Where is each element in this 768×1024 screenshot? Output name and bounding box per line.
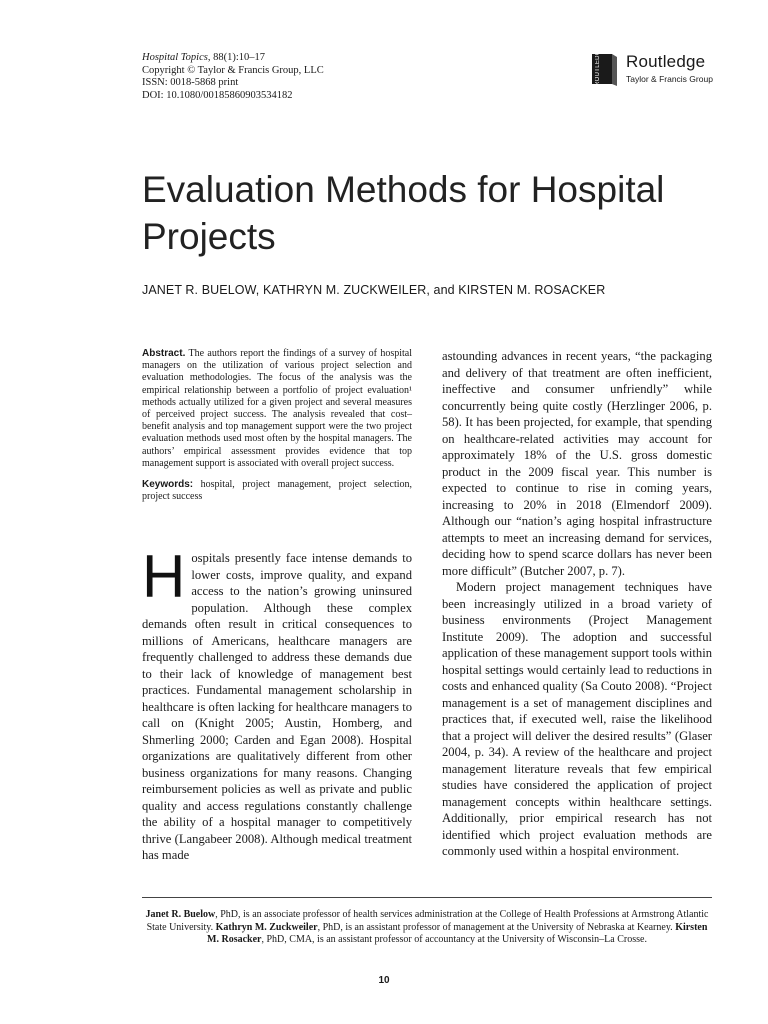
page-number: 10 <box>378 975 390 986</box>
body-column-left <box>142 543 412 864</box>
abstract-label: Abstract. <box>142 348 186 359</box>
publisher-name: Routledge <box>626 52 706 71</box>
issn-line: ISSN: 0018-5868 print <box>142 77 239 88</box>
body-paragraph-1-continued: astounding advances in recent years, “the packaging and delivery of that treatment are often inefficient, ineffective and consumer unfriendly” while concurrently being quite costly (Herzlinger 2006, p. 58). It has been projected, for example, that spending on healthcare-related activities may account for approximately 18% of the U.S. gross domestic product in the 2009 fiscal year. This number is expected to continue to rise in coming years, increasing to 20% in 2018 (Elmendorf 2009). Although our “nation’s aging hospital infrastructure attempts to meet an increasing demand for services, deciding how to spend scarce dollars has never been more difficult” (Butcher 2007, p. 7). <box>442 349 712 578</box>
body-column-right <box>442 348 712 860</box>
body-paragraph-2: Modern project management techniques have been increasingly utilized in a broad variety of business environments (Project Management Institute 2009). The adoption and successful application of these management support tools within hospital settings would certainly lead to reductions in costs and enhanced quality (Sa Couto 2008). “Project management is a set of management disciplines and practices that, if executed well, raise the likelihood that a project will deliver the desired results” (Glaser 2004, p. 34). A review of the healthcare and project management literature reveals that few empirical studies have considered the application of project management concepts within healthcare settings. Additionally, prior empirical research has not identified which project evaluation methods are commonly used within a hospital environment. <box>442 580 713 858</box>
footnote-author-3-bio: , PhD, CMA, is an assistant professor of accountancy at the University of Wisconsin–La Crosse. <box>261 934 647 946</box>
journal-issue: , 88(1):10–17 <box>207 52 266 63</box>
abstract-block <box>142 348 412 503</box>
footnote-author-2-bio: , PhD, is an assistant professor of management at the University of Nebraska at Kearney. <box>317 921 676 933</box>
drop-cap: H <box>142 543 186 610</box>
journal-name: Hospital Topics <box>142 52 208 63</box>
footnote-author-2: Kathryn M. Zuckweiler <box>215 921 318 933</box>
publisher-vertical-text: ROUTLEDGE <box>595 45 601 86</box>
footnote-divider <box>142 897 712 898</box>
publisher-logo <box>590 45 720 92</box>
article-title: Evaluation Methods for Hospital Projects <box>142 169 665 257</box>
doi-line: DOI: 10.1080/00185860903534182 <box>142 89 293 101</box>
footnote-author-1: Janet R. Buelow <box>145 909 216 920</box>
journal-citation <box>142 52 324 102</box>
keywords <box>142 479 412 503</box>
footnote-author-1-bio: , PhD, is an associate professor of health services administration at the College of Health Professions at Armstrong Atlantic State University. <box>146 909 709 933</box>
footnote-author-3: Kirsten M. Rosacker <box>207 921 708 946</box>
publisher-subtitle: Taylor & Francis Group <box>626 74 713 84</box>
body-paragraph-1: ospitals presently face intense demands to lower costs, improve quality, and expand access to the nation’s growing uninsured population. Although these complex demands often result in critical consequences to millions of Americans, healthcare managers are frequently challenged to address these demands due to their lack of knowledge of management best practices. Fundamental management scholarship in healthcare is often lacking for healthcare managers to call on (Knight 2005; Austin, Homberg, and Shmerling 2000; Carden and Egan 2008). Hospital organizations are qualitatively different from other business organizations for many reasons. Changing reimbursement policies as well as private and public quality and access regulations constantly challenge the ability of a hospital manager to competitively thrive (Langabeer 2008). Although medical treatment has made <box>142 551 412 862</box>
abstract <box>142 348 412 470</box>
abstract-text: The authors report the findings of a survey of hospital managers on the utilization of various project selection and evaluation methodologies. The focus of the analysis was the empirical relationship between a portfolio of project evaluation¹ methods actually utilized for a given project and several measures of perceived project success. The analysis revealed that cost–benefit analysis and top management support were the two project evaluation methods used most often by the hospital managers. The authors’ empirical assessment provides evidence that top management support is associated with overall project success. <box>142 348 412 469</box>
copyright-line: Copyright © Taylor & Francis Group, LLC <box>142 64 324 76</box>
article-authors: JANET R. BUELOW, KATHRYN M. ZUCKWEILER, and KIRSTEN M. ROSACKER <box>142 283 606 297</box>
author-footnote <box>142 909 712 947</box>
keywords-text: hospital, project management, project selection, project success <box>142 479 412 503</box>
keywords-label: Keywords: <box>142 479 194 491</box>
